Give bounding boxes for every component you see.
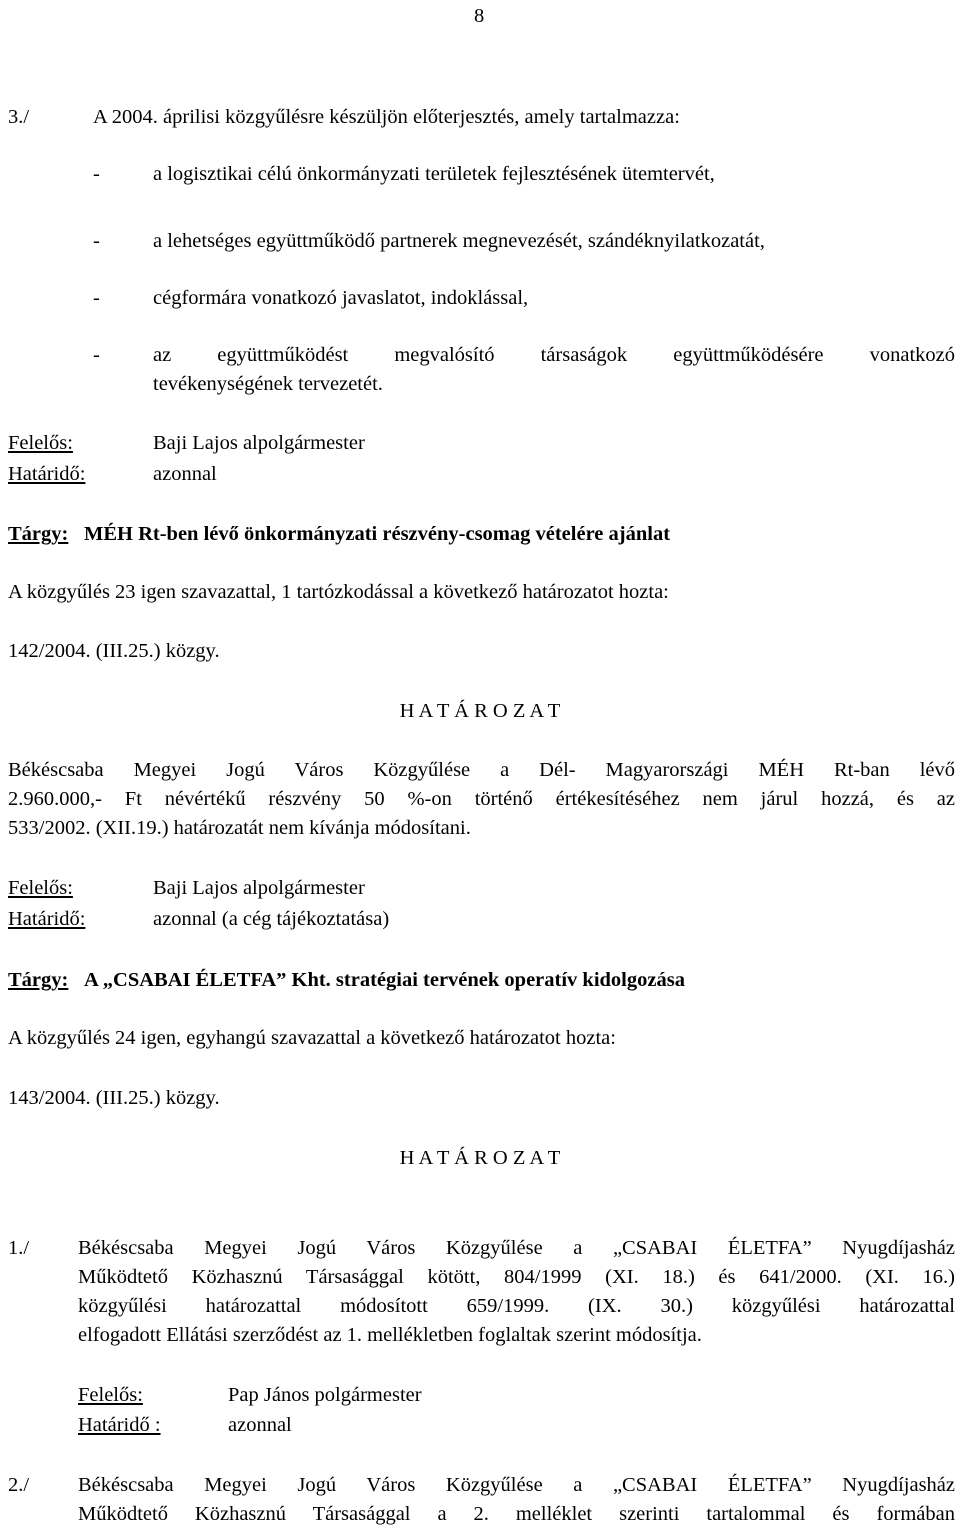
subject-line — [8, 966, 685, 995]
responsible-label: Felelős: — [78, 1384, 143, 1406]
resolution-body-line: Békéscsaba Megyei Jogú Város Közgyűlése a Dél- Magyarországi MÉH Rt-ban lévő — [8, 759, 955, 781]
point-line: Békéscsaba Megyei Jogú Város Közgyűlése a „CSABAI ÉLETFA” Nyugdíjasház — [78, 1237, 955, 1259]
resolution-number: 143/2004. (III.25.) közgy. — [8, 1087, 220, 1109]
bullet-item: cégformára vonatkozó javaslatot, indoklással, — [153, 287, 529, 309]
responsible-person: Pap János polgármester — [228, 1384, 422, 1406]
vote-text: A közgyűlés 23 igen szavazattal, 1 tartózkodással a következő határozatot hozta: — [8, 581, 669, 603]
subject-label: Tárgy: — [8, 523, 69, 545]
deadline-label: Határidő: — [8, 908, 86, 930]
deadline-label: Határidő : — [78, 1414, 161, 1436]
resolution-body-line: 2.960.000,- Ft névértékű részvény 50 %-on történő értékesítéséhez nem járul hozzá, és az — [8, 788, 955, 810]
bullet-item: a logisztikai célú önkormányzati területek fejlesztésének ütemtervét, — [153, 163, 715, 185]
bullet-item-continuation: tevékenységének tervezetét. — [153, 373, 383, 395]
bullet-item: az együttműködést megvalósító társaságok együttműködésére vonatkozó — [153, 344, 955, 366]
responsible-person: Baji Lajos alpolgármester — [153, 877, 365, 899]
page-number: 8 — [474, 5, 485, 27]
bullet-dash: - — [93, 230, 100, 252]
item-number: 3./ — [8, 106, 30, 128]
bullet-dash: - — [93, 344, 100, 366]
deadline-value: azonnal — [153, 463, 217, 485]
vote-text: A közgyűlés 24 igen, egyhangú szavazattal a következő határozatot hozta: — [8, 1027, 616, 1049]
resolution-number: 142/2004. (III.25.) közgy. — [8, 640, 220, 662]
bullet-item: a lehetséges együttműködő partnerek megnevezését, szándéknyilatkozatát, — [153, 230, 765, 252]
resolution-body-line: 533/2002. (XII.19.) határozatát nem kívánja módosítani. — [8, 817, 471, 839]
point-line: Békéscsaba Megyei Jogú Város Közgyűlése a „CSABAI ÉLETFA” Nyugdíjasház — [78, 1474, 955, 1496]
responsible-label: Felelős: — [8, 432, 73, 454]
resolution-heading: H A T Á R O Z A T — [399, 700, 561, 722]
point-line: Működtető Közhasznú Társasággal a 2. melléklet szerinti tartalommal és formában — [78, 1503, 955, 1525]
deadline-value: azonnal — [228, 1414, 292, 1436]
bullet-dash: - — [93, 163, 100, 185]
subject-title: A „CSABAI ÉLETFA” Kht. stratégiai tervének operatív kidolgozása — [84, 969, 685, 991]
subject-label: Tárgy: — [8, 969, 69, 991]
responsible-person: Baji Lajos alpolgármester — [153, 432, 365, 454]
deadline-value: azonnal (a cég tájékoztatása) — [153, 908, 390, 930]
responsible-label: Felelős: — [8, 877, 73, 899]
point-line: közgyűlési határozattal módosított 659/1999. (IX. 30.) közgyűlési határozattal — [78, 1295, 955, 1317]
deadline-label: Határidő: — [8, 463, 86, 485]
point-number: 1./ — [8, 1237, 30, 1259]
item-intro: A 2004. áprilisi közgyűlésre készüljön előterjesztés, amely tartalmazza: — [93, 106, 680, 128]
point-line: elfogadott Ellátási szerződést az 1. mellékletben foglaltak szerint módosítja. — [78, 1324, 702, 1346]
point-number: 2./ — [8, 1474, 30, 1496]
resolution-heading: H A T Á R O Z A T — [399, 1147, 561, 1169]
subject-title: MÉH Rt-ben lévő önkormányzati részvény-csomag vételére ajánlat — [84, 523, 671, 545]
subject-line — [8, 520, 670, 549]
point-line: Működtető Közhasznú Társasággal kötött, 804/1999 (XI. 18.) és 641/2000. (XI. 16.) — [78, 1266, 955, 1288]
bullet-dash: - — [93, 287, 100, 309]
